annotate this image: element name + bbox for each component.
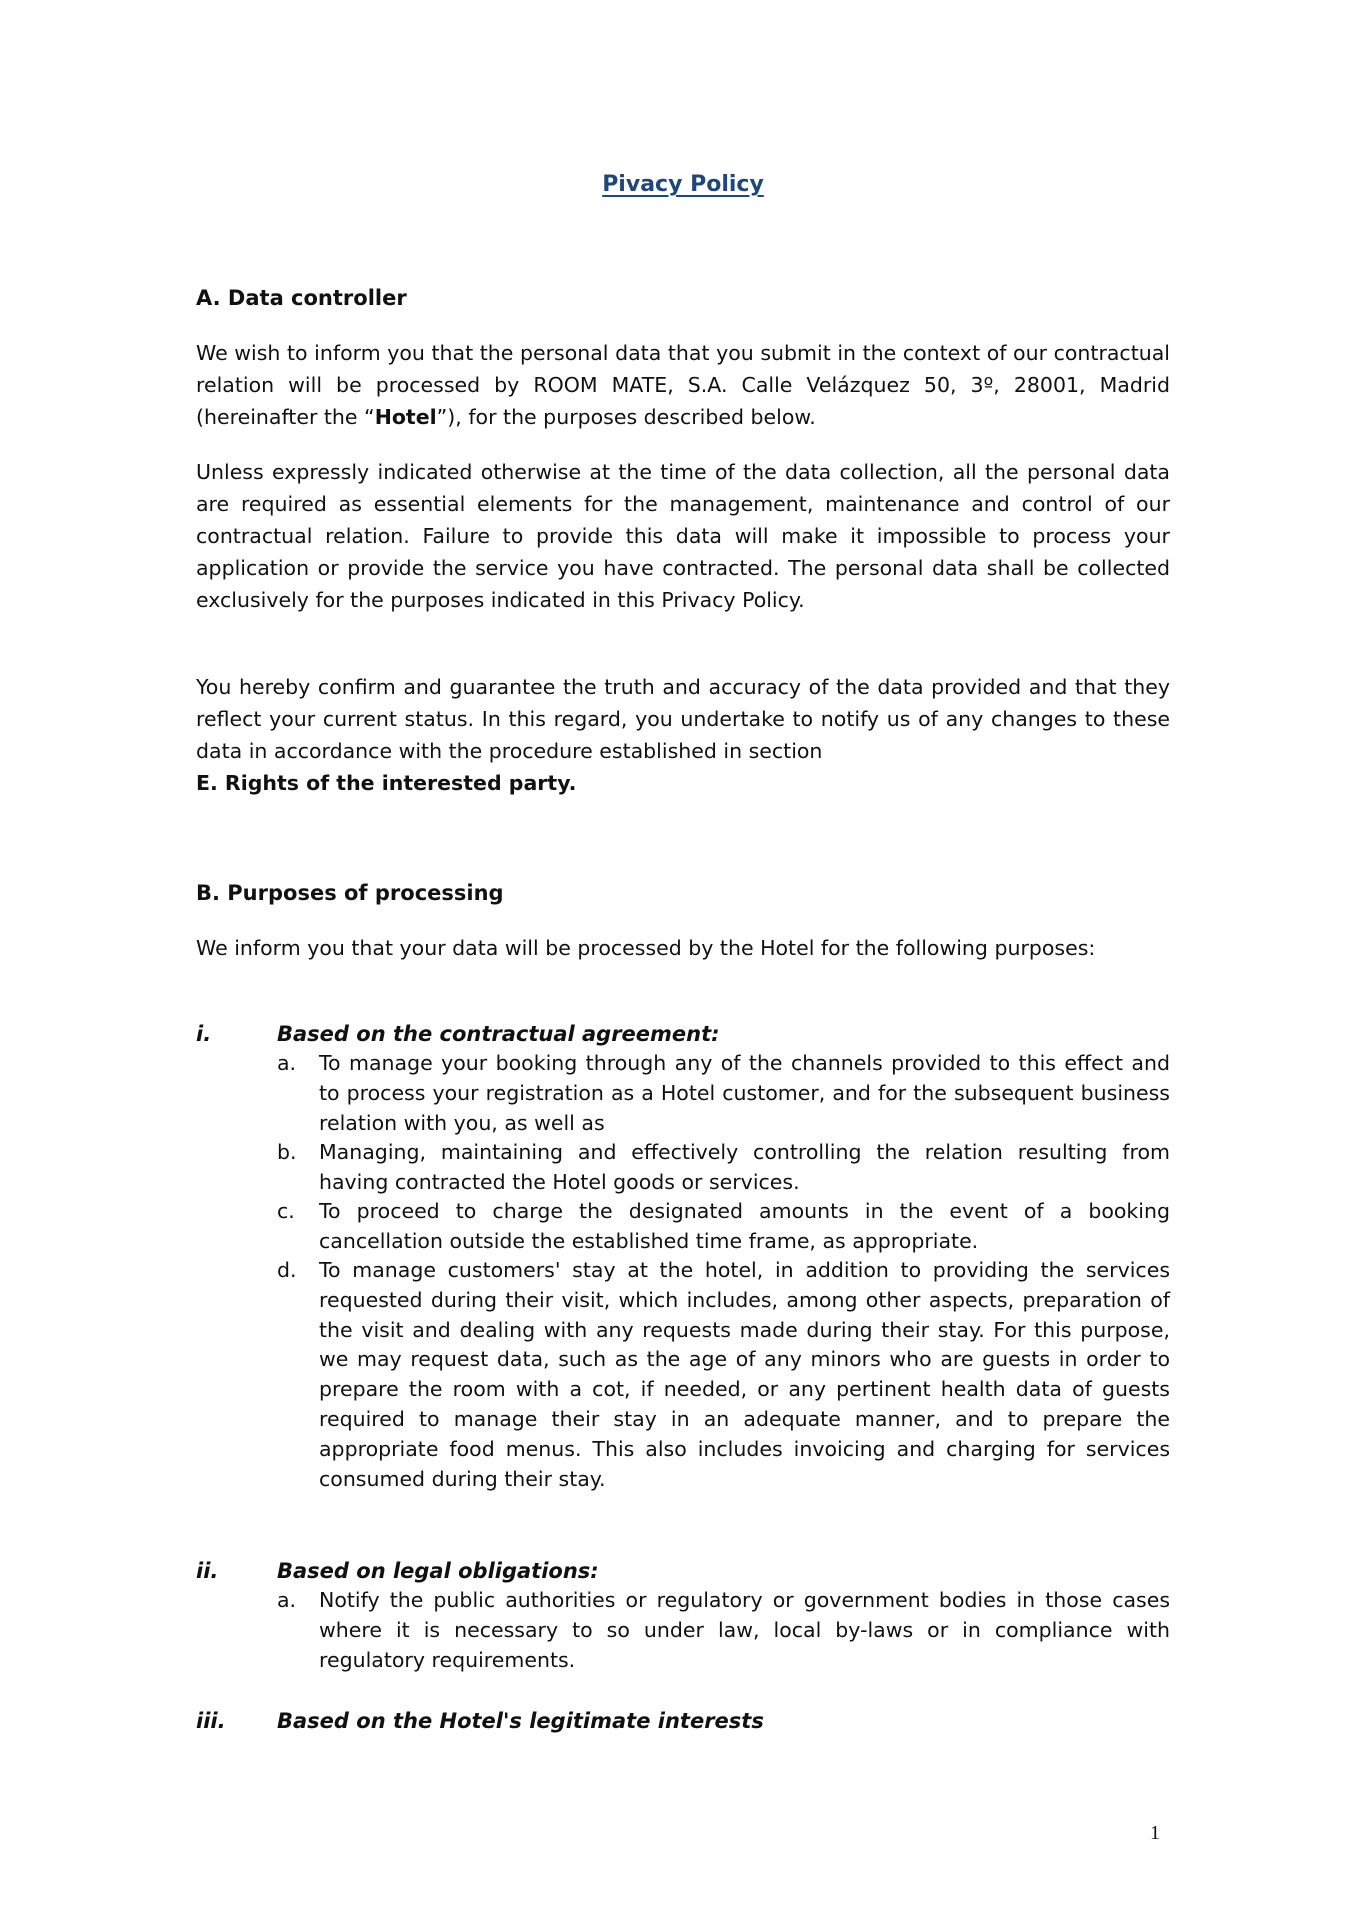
- section-b-intro: We inform you that your data will be processed by the Hotel for the following purposes:: [196, 936, 1096, 960]
- list-marker: a.: [277, 1588, 297, 1612]
- section-a-paragraph-3: [196, 671, 1170, 799]
- list-marker: c.: [277, 1199, 295, 1223]
- list-marker: a.: [277, 1051, 297, 1075]
- hotel-term: Hotel: [374, 405, 437, 429]
- page-number: 1: [1150, 1822, 1160, 1844]
- list-item: [277, 1586, 1170, 1675]
- section-e-reference: E. Rights of the interested party.: [196, 771, 577, 795]
- list-item-text: Notify the public authorities or regulatory or government bodies in those cases where it is necessary to so under law, local by-laws or in compliance with regulatory requirements.: [319, 1588, 1170, 1672]
- paragraph-text: You hereby confirm and guarantee the truth and accuracy of the data provided and that they reflect your current status. In this regard, you undertake to notify us of any changes to these data in accordance with the procedure established in section: [196, 675, 1170, 763]
- list-marker: b.: [277, 1140, 297, 1164]
- list-item: [277, 1049, 1170, 1138]
- group-label: Based on the Hotel's legitimate interests: [277, 1709, 764, 1733]
- list-item-text: To manage your booking through any of the channels provided to this effect and to process your registration as a Hotel customer, and for the subsequent business relation with you, as well as: [319, 1051, 1170, 1135]
- list-item: [277, 1138, 1170, 1198]
- list-item: [277, 1197, 1170, 1257]
- list-item-text: To manage customers' stay at the hotel, in addition to providing the services requested during their visit, which includes, among other aspects, preparation of the visit and dealing with any requests made during their stay. For this purpose, we may request data, such as the age of any minors who are guests in order to prepare the room with a cot, if needed, or any pertinent health data of guests required to manage their stay in an adequate manner, and to prepare the appropriate food menus. This also includes invoicing and charging for services consumed during their stay.: [319, 1258, 1170, 1491]
- group-numeral: i.: [196, 1022, 212, 1046]
- document-title: Pivacy Policy: [602, 172, 764, 197]
- group-numeral: iii.: [196, 1709, 226, 1733]
- group-label: Based on the contractual agreement:: [277, 1022, 720, 1046]
- section-a-paragraph-1: [196, 337, 1170, 433]
- section-a-heading: A. Data controller: [196, 286, 407, 310]
- paragraph-text: We wish to inform you that the personal data that you submit in the context of our contractual relation will be processed by ROOM MATE, S.A. Calle Velázquez 50, 3º, 28001, Madrid (hereinafter the “: [196, 341, 1170, 429]
- list-item-text: Managing, maintaining and effectively controlling the relation resulting from having contracted the Hotel goods or services.: [319, 1140, 1170, 1194]
- group-numeral: ii.: [196, 1559, 219, 1583]
- list-marker: d.: [277, 1258, 297, 1282]
- list-item: [277, 1256, 1170, 1494]
- group-label: Based on legal obligations:: [277, 1559, 599, 1583]
- paragraph-text: ”), for the purposes described below.: [436, 405, 816, 429]
- section-b-heading: B. Purposes of processing: [196, 881, 504, 905]
- section-a-paragraph-2: Unless expressly indicated otherwise at the time of the data collection, all the personal data are required as essential elements for the management, maintenance and control of our contractual relation. Failure to provide this data will make it impossible to process your application or provide the service you have contracted. The personal data shall be collected exclusively for the purposes indicated in this Privacy Policy.: [196, 460, 1170, 612]
- list-item-text: To proceed to charge the designated amounts in the event of a booking cancellation outside the established time frame, as appropriate.: [319, 1199, 1170, 1253]
